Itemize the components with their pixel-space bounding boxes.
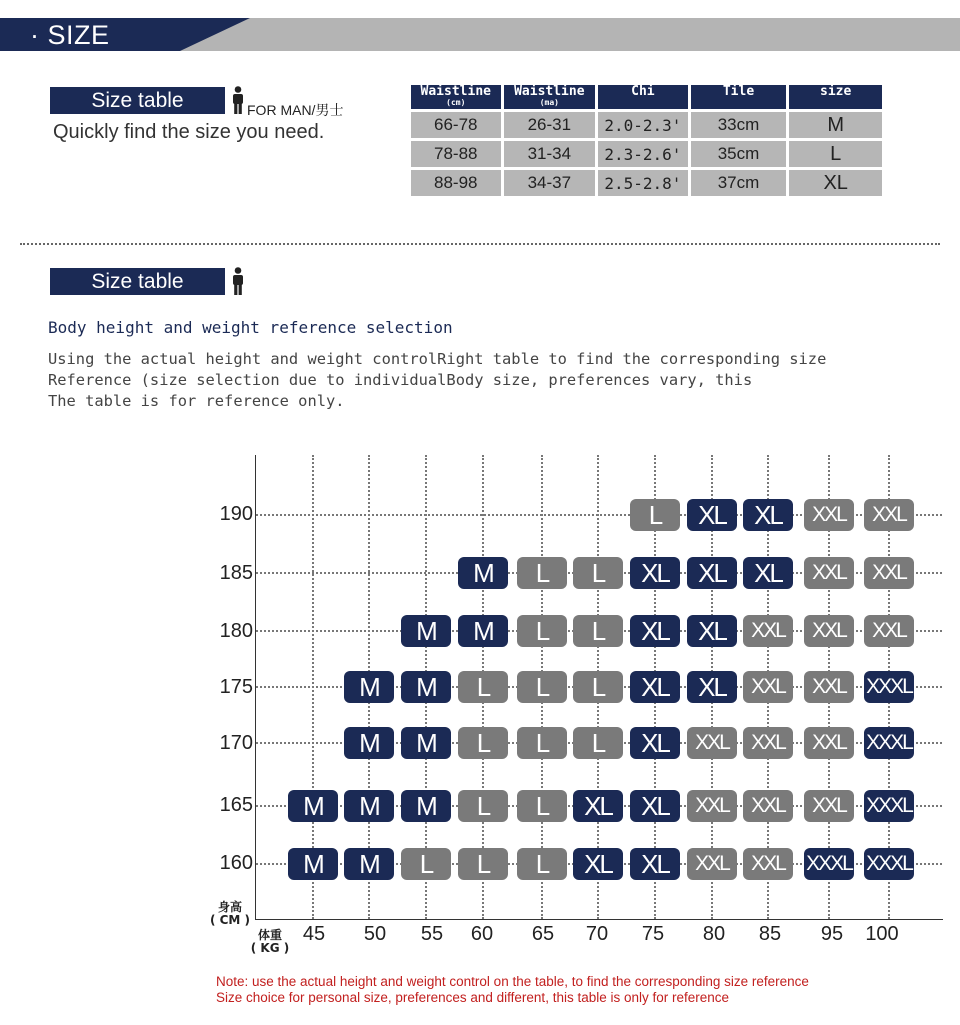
page-title <box>30 18 110 51</box>
size-badge: XXL <box>743 848 793 880</box>
x-axis-title: 体重 <box>257 928 282 942</box>
size-badge: M <box>401 615 451 647</box>
table-cell: 31-34 <box>504 141 596 167</box>
y-tick-label: 185 <box>219 562 253 584</box>
size-badge: L <box>458 848 508 880</box>
size-badge: M <box>344 727 394 759</box>
size-badge: M <box>344 848 394 880</box>
y-axis-title: 身高 <box>217 900 242 914</box>
size-badge: XXL <box>743 615 793 647</box>
table-cell: 2.3-2.6' <box>598 141 688 167</box>
size-badge: XXL <box>804 557 854 589</box>
description-line: Reference (size selection due to individualBody size, preferences vary, this <box>48 371 753 389</box>
size-badge: XXL <box>687 848 737 880</box>
table-cell: 66-78 <box>411 112 501 138</box>
table-row <box>411 112 882 138</box>
x-tick-label: 80 <box>702 923 726 945</box>
size-table-label-2: Size table <box>50 268 225 295</box>
size-badge: M <box>401 727 451 759</box>
table-cell: M <box>789 112 882 138</box>
x-tick-label: 70 <box>585 923 609 945</box>
size-badge: M <box>458 615 508 647</box>
size-badge: M <box>288 790 338 822</box>
y-tick-label: 170 <box>219 732 253 754</box>
x-tick-label: 50 <box>363 923 387 945</box>
person-icon <box>231 267 245 295</box>
table-header-row <box>411 85 882 109</box>
table-row <box>411 141 882 167</box>
table-cell: 78-88 <box>411 141 501 167</box>
size-badge: L <box>458 727 508 759</box>
size-badge: XXL <box>743 727 793 759</box>
size-badge: L <box>517 615 567 647</box>
description-line: The table is for reference only. <box>48 392 345 410</box>
table-row <box>411 170 882 196</box>
size-badge: XXL <box>804 727 854 759</box>
table-cell: 34-37 <box>504 170 596 196</box>
size-badge: XXL <box>804 671 854 703</box>
size-badge: XXXL <box>864 848 914 880</box>
x-tick-label: 55 <box>420 923 444 945</box>
size-badge: XL <box>687 671 737 703</box>
y-tick-label: 175 <box>219 676 253 698</box>
note-line-1: Note: use the actual height and weight control on the table, to find the corresponding size reference <box>216 974 809 989</box>
size-badge: L <box>517 557 567 589</box>
size-badge: L <box>573 615 623 647</box>
table-cell: 37cm <box>691 170 787 196</box>
x-axis <box>255 919 943 920</box>
measurement-table <box>408 82 885 199</box>
size-badge: L <box>573 557 623 589</box>
table-cell: 2.5-2.8' <box>598 170 688 196</box>
size-badge: XXXL <box>864 671 914 703</box>
x-axis-unit: ( KG ) <box>250 941 290 955</box>
chart-heading: Body height and weight reference selection <box>48 318 453 337</box>
size-badge: M <box>344 671 394 703</box>
table-cell: L <box>789 141 882 167</box>
note-line-2: Size choice for personal size, preferences and different, this table is only for reference <box>216 990 730 1005</box>
size-badge: XL <box>573 790 623 822</box>
size-badge: XXXL <box>864 727 914 759</box>
y-tick-label: 165 <box>219 794 253 816</box>
y-axis-label <box>205 901 255 927</box>
size-badge: L <box>517 790 567 822</box>
size-badge: XL <box>630 790 680 822</box>
chart-description <box>48 349 826 412</box>
y-tick-label: 160 <box>219 852 253 874</box>
x-tick-label: 95 <box>820 923 844 945</box>
size-badge: XXL <box>864 615 914 647</box>
size-badge: XL <box>630 848 680 880</box>
size-badge: XXL <box>804 790 854 822</box>
x-tick-label: 60 <box>470 923 494 945</box>
header-waistline-cm: Waistline (cm) <box>411 85 501 109</box>
size-badge: XL <box>687 499 737 531</box>
section-subtitle: Quickly find the size you need. <box>53 121 325 143</box>
size-badge: L <box>517 848 567 880</box>
table-cell: 26-31 <box>504 112 596 138</box>
size-badge: L <box>458 790 508 822</box>
size-badge: XL <box>630 671 680 703</box>
size-badge: XL <box>743 557 793 589</box>
x-tick-label: 100 <box>865 923 899 945</box>
bullet-icon: · <box>30 20 48 50</box>
size-badge: M <box>401 790 451 822</box>
x-tick-label: 75 <box>641 923 665 945</box>
size-badge: L <box>401 848 451 880</box>
size-badge: XXL <box>743 790 793 822</box>
size-table-label: Size table <box>50 87 225 114</box>
y-tick-label: 180 <box>219 620 253 642</box>
header-waistline-in: Waistline (ma) <box>504 85 596 109</box>
x-tick-label: 85 <box>758 923 782 945</box>
y-tick-label: 190 <box>219 503 253 525</box>
size-badge: L <box>517 727 567 759</box>
size-badge: XL <box>573 848 623 880</box>
size-badge: XXL <box>804 499 854 531</box>
size-badge: XL <box>630 615 680 647</box>
size-badge: XL <box>630 557 680 589</box>
header-chi: Chi <box>598 85 688 109</box>
size-badge: XXL <box>743 671 793 703</box>
header-size: size <box>789 85 882 109</box>
table-cell: 35cm <box>691 141 787 167</box>
size-badge: M <box>458 557 508 589</box>
table-cell: 88-98 <box>411 170 501 196</box>
description-line: Using the actual height and weight controlRight table to find the corresponding size <box>48 350 827 368</box>
size-badge: XXL <box>864 499 914 531</box>
size-badge: L <box>573 727 623 759</box>
size-badge: XXL <box>687 790 737 822</box>
size-badge: XXL <box>687 727 737 759</box>
size-badge: L <box>517 671 567 703</box>
x-axis-label <box>245 929 295 955</box>
size-badge: XXXL <box>864 790 914 822</box>
table-cell: 33cm <box>691 112 787 138</box>
size-badge: XL <box>743 499 793 531</box>
section-divider <box>20 243 940 245</box>
x-tick-label: 65 <box>531 923 555 945</box>
table-cell: XL <box>789 170 882 196</box>
size-badge: M <box>288 848 338 880</box>
person-icon <box>231 86 245 114</box>
page-title-text: SIZE <box>47 20 110 50</box>
for-man-label: FOR MAN/男士 <box>247 102 344 118</box>
size-badge: XXL <box>864 557 914 589</box>
x-tick-label: 45 <box>302 923 326 945</box>
size-badge: L <box>630 499 680 531</box>
size-badge: XXL <box>804 615 854 647</box>
size-badge: XL <box>687 615 737 647</box>
size-badge: XL <box>630 727 680 759</box>
size-badge: L <box>573 671 623 703</box>
table-cell: 2.0-2.3' <box>598 112 688 138</box>
y-axis-unit: ( CM ) <box>209 913 251 927</box>
header-tile: Tile <box>691 85 787 109</box>
size-badge: XL <box>687 557 737 589</box>
size-badge: XXXL <box>804 848 854 880</box>
size-badge: M <box>401 671 451 703</box>
size-badge: M <box>344 790 394 822</box>
size-badge: L <box>458 671 508 703</box>
